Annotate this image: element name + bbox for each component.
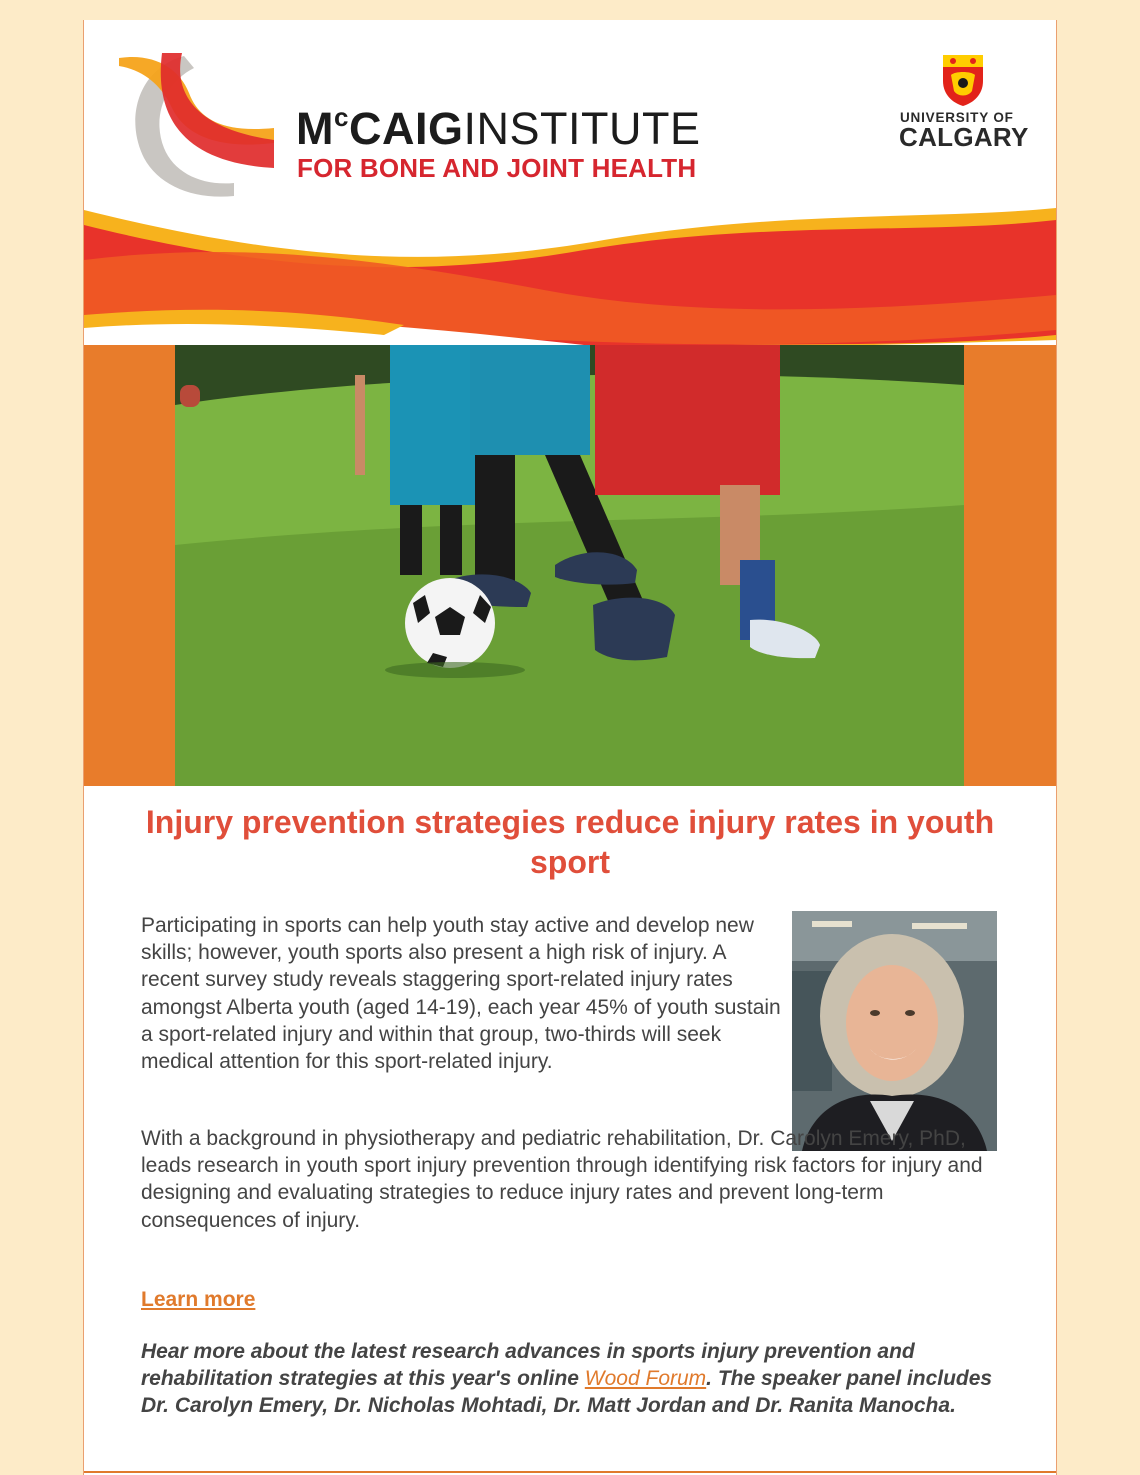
university-crest-icon — [941, 53, 985, 107]
brand-mc-superscript: c — [334, 102, 349, 132]
article-paragraph-1: Participating in sports can help youth stay active and develop new skills; however, youth sports also present a high risk of injury. A recent survey study reveals staggering sport-related injury rates amongst Alberta youth (aged 14-19), each year 45% of youth sustain a sport-related injury and within that group, two-thirds will seek medical attention for this sport-related injury. — [141, 914, 781, 1074]
brand-subtitle: FOR BONE AND JOINT HEALTH — [297, 153, 697, 183]
brand-caig: CAIG — [348, 103, 464, 154]
article-paragraph-2: With a background in physiotherapy and pediatric rehabilitation, Dr. Carolyn Emery, PhD, leads research in youth sport injury prevention through identifying risk factors for injury and designing and evaluating strategies to reduce injury rates and prevent long-term consequences of injury. — [141, 1127, 983, 1232]
article-headline: Injury prevention strategies reduce injury rates in youth sport — [145, 804, 995, 880]
carolyn-emery-portrait — [792, 911, 997, 1151]
hero-banner — [84, 345, 1056, 786]
bottom-divider — [84, 1471, 1056, 1473]
decorative-wave-banner — [84, 200, 1056, 350]
university-name-line1: UNIVERSITY OF — [900, 110, 1014, 125]
brand-mc: $M^c$ — [296, 102, 349, 154]
newsletter-header — [84, 20, 1056, 345]
youth-soccer-photo — [175, 345, 964, 786]
promo-text-start: Hear more about the latest research advances in sports injury prevention and rehabilitation strategies at this year's online — [141, 1340, 915, 1391]
university-name-line2: CALGARY — [899, 122, 1029, 152]
promo-text-end: . The speaker panel includes Dr. Carolyn Emery, Dr. Nicholas Mohtadi, Dr. Matt Jordan and Dr. Ranita Manocha. — [141, 1367, 993, 1418]
wood-forum-promo — [141, 1338, 1001, 1420]
learn-more-link[interactable]: Learn more — [141, 1288, 256, 1311]
newsletter-card — [83, 20, 1057, 1475]
brand-title — [296, 102, 700, 155]
wood-forum-link[interactable]: Wood Forum — [584, 1367, 707, 1391]
brand-institute: INSTITUTE — [463, 103, 701, 154]
mccaig-logo-mark — [114, 48, 284, 203]
